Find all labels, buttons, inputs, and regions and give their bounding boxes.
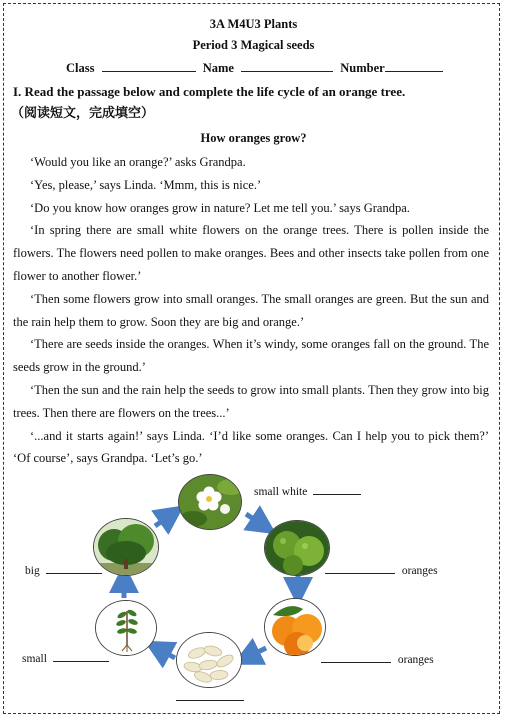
white-flower-icon <box>179 475 242 530</box>
seeds-icon <box>177 633 242 688</box>
passage-paragraph: ‘Would you like an orange?’ asks Grandpa. <box>30 155 246 169</box>
story-title: How oranges grow? <box>200 131 307 145</box>
instruction-chinese: （阅读短文，完成填空） <box>11 106 155 121</box>
green-oranges-label-text: oranges <box>401 565 438 577</box>
ripe-oranges-stage <box>264 598 326 656</box>
ripe-oranges-label-text: oranges <box>397 654 434 666</box>
number-label: Number <box>340 61 385 75</box>
seeds-stage <box>176 632 242 688</box>
big-tree-label <box>25 563 102 578</box>
small-plant-blank[interactable] <box>53 651 109 662</box>
worksheet-subtitle: Period 3 Magical seeds <box>192 38 315 52</box>
seeds-blank[interactable] <box>176 690 244 701</box>
green-oranges-blank[interactable] <box>325 563 395 574</box>
arrow-flower-to-green <box>246 514 264 526</box>
seedling-icon <box>96 601 157 656</box>
worksheet-title: 3A M4U3 Plants <box>209 17 298 31</box>
flowers-label <box>254 484 361 499</box>
ripe-oranges-icon <box>265 599 326 656</box>
small-plant-label-text: small <box>22 653 47 665</box>
big-tree-label-text: big <box>25 565 40 577</box>
big-tree-blank[interactable] <box>46 563 102 574</box>
arrow-ripe-to-seeds <box>246 648 266 658</box>
seeds-label <box>176 690 244 705</box>
small-plant-stage <box>95 600 157 656</box>
arrow-tree-to-flower <box>155 514 172 526</box>
class-label: Class <box>66 61 95 75</box>
ripe-oranges-blank[interactable] <box>321 652 391 663</box>
flowers-blank[interactable] <box>313 484 361 495</box>
flower-stage <box>178 474 242 530</box>
passage-paragraph: ‘Yes, please,’ says Linda. ‘Mmm, this is nice.’ <box>30 177 262 192</box>
instruction-text: I. Read the passage below and complete the life cycle of an orange tree. <box>13 84 406 99</box>
passage-paragraph: ‘There are seeds inside the oranges. When it’s windy, some oranges fall on the ground. The seeds grow in the ground.’ <box>13 337 489 375</box>
passage-paragraph: ‘Then some flowers grow into small oranges. The small oranges are green. But the sun and the rain help them to grow. Soon they are big and orange.’ <box>13 291 489 329</box>
tree-icon <box>94 519 159 576</box>
passage-paragraph: ‘In spring there are small white flowers on the orange trees. There is pollen inside the flowers. The flowers need pollen to make oranges. Bees and other insects take pollen from one flower to another flower.’ <box>13 223 489 283</box>
passage-paragraph: ‘...and it starts again!’ says Linda. ‘I’d like some oranges. Can I help you to pick them?’ ‘Of course’, says Grandpa. ‘Let’s go.’ <box>13 428 489 466</box>
arrow-seeds-to-plant <box>157 648 175 658</box>
green-oranges-stage <box>264 520 330 576</box>
green-oranges-icon <box>265 521 330 576</box>
small-plant-label <box>22 651 109 666</box>
passage-paragraph: ‘Then the sun and the rain help the seeds to grow into small plants. Then they grow into big trees. Then there are flowers on the trees...’ <box>13 382 489 420</box>
passage-paragraph: ‘Do you know how oranges grow in nature? Let me tell you.’ says Grandpa. <box>30 200 410 215</box>
flowers-label-text: small white <box>254 486 308 498</box>
big-tree-stage <box>93 518 159 576</box>
ripe-oranges-label <box>321 652 434 667</box>
green-oranges-label <box>325 563 438 578</box>
name-label: Name <box>202 61 234 75</box>
